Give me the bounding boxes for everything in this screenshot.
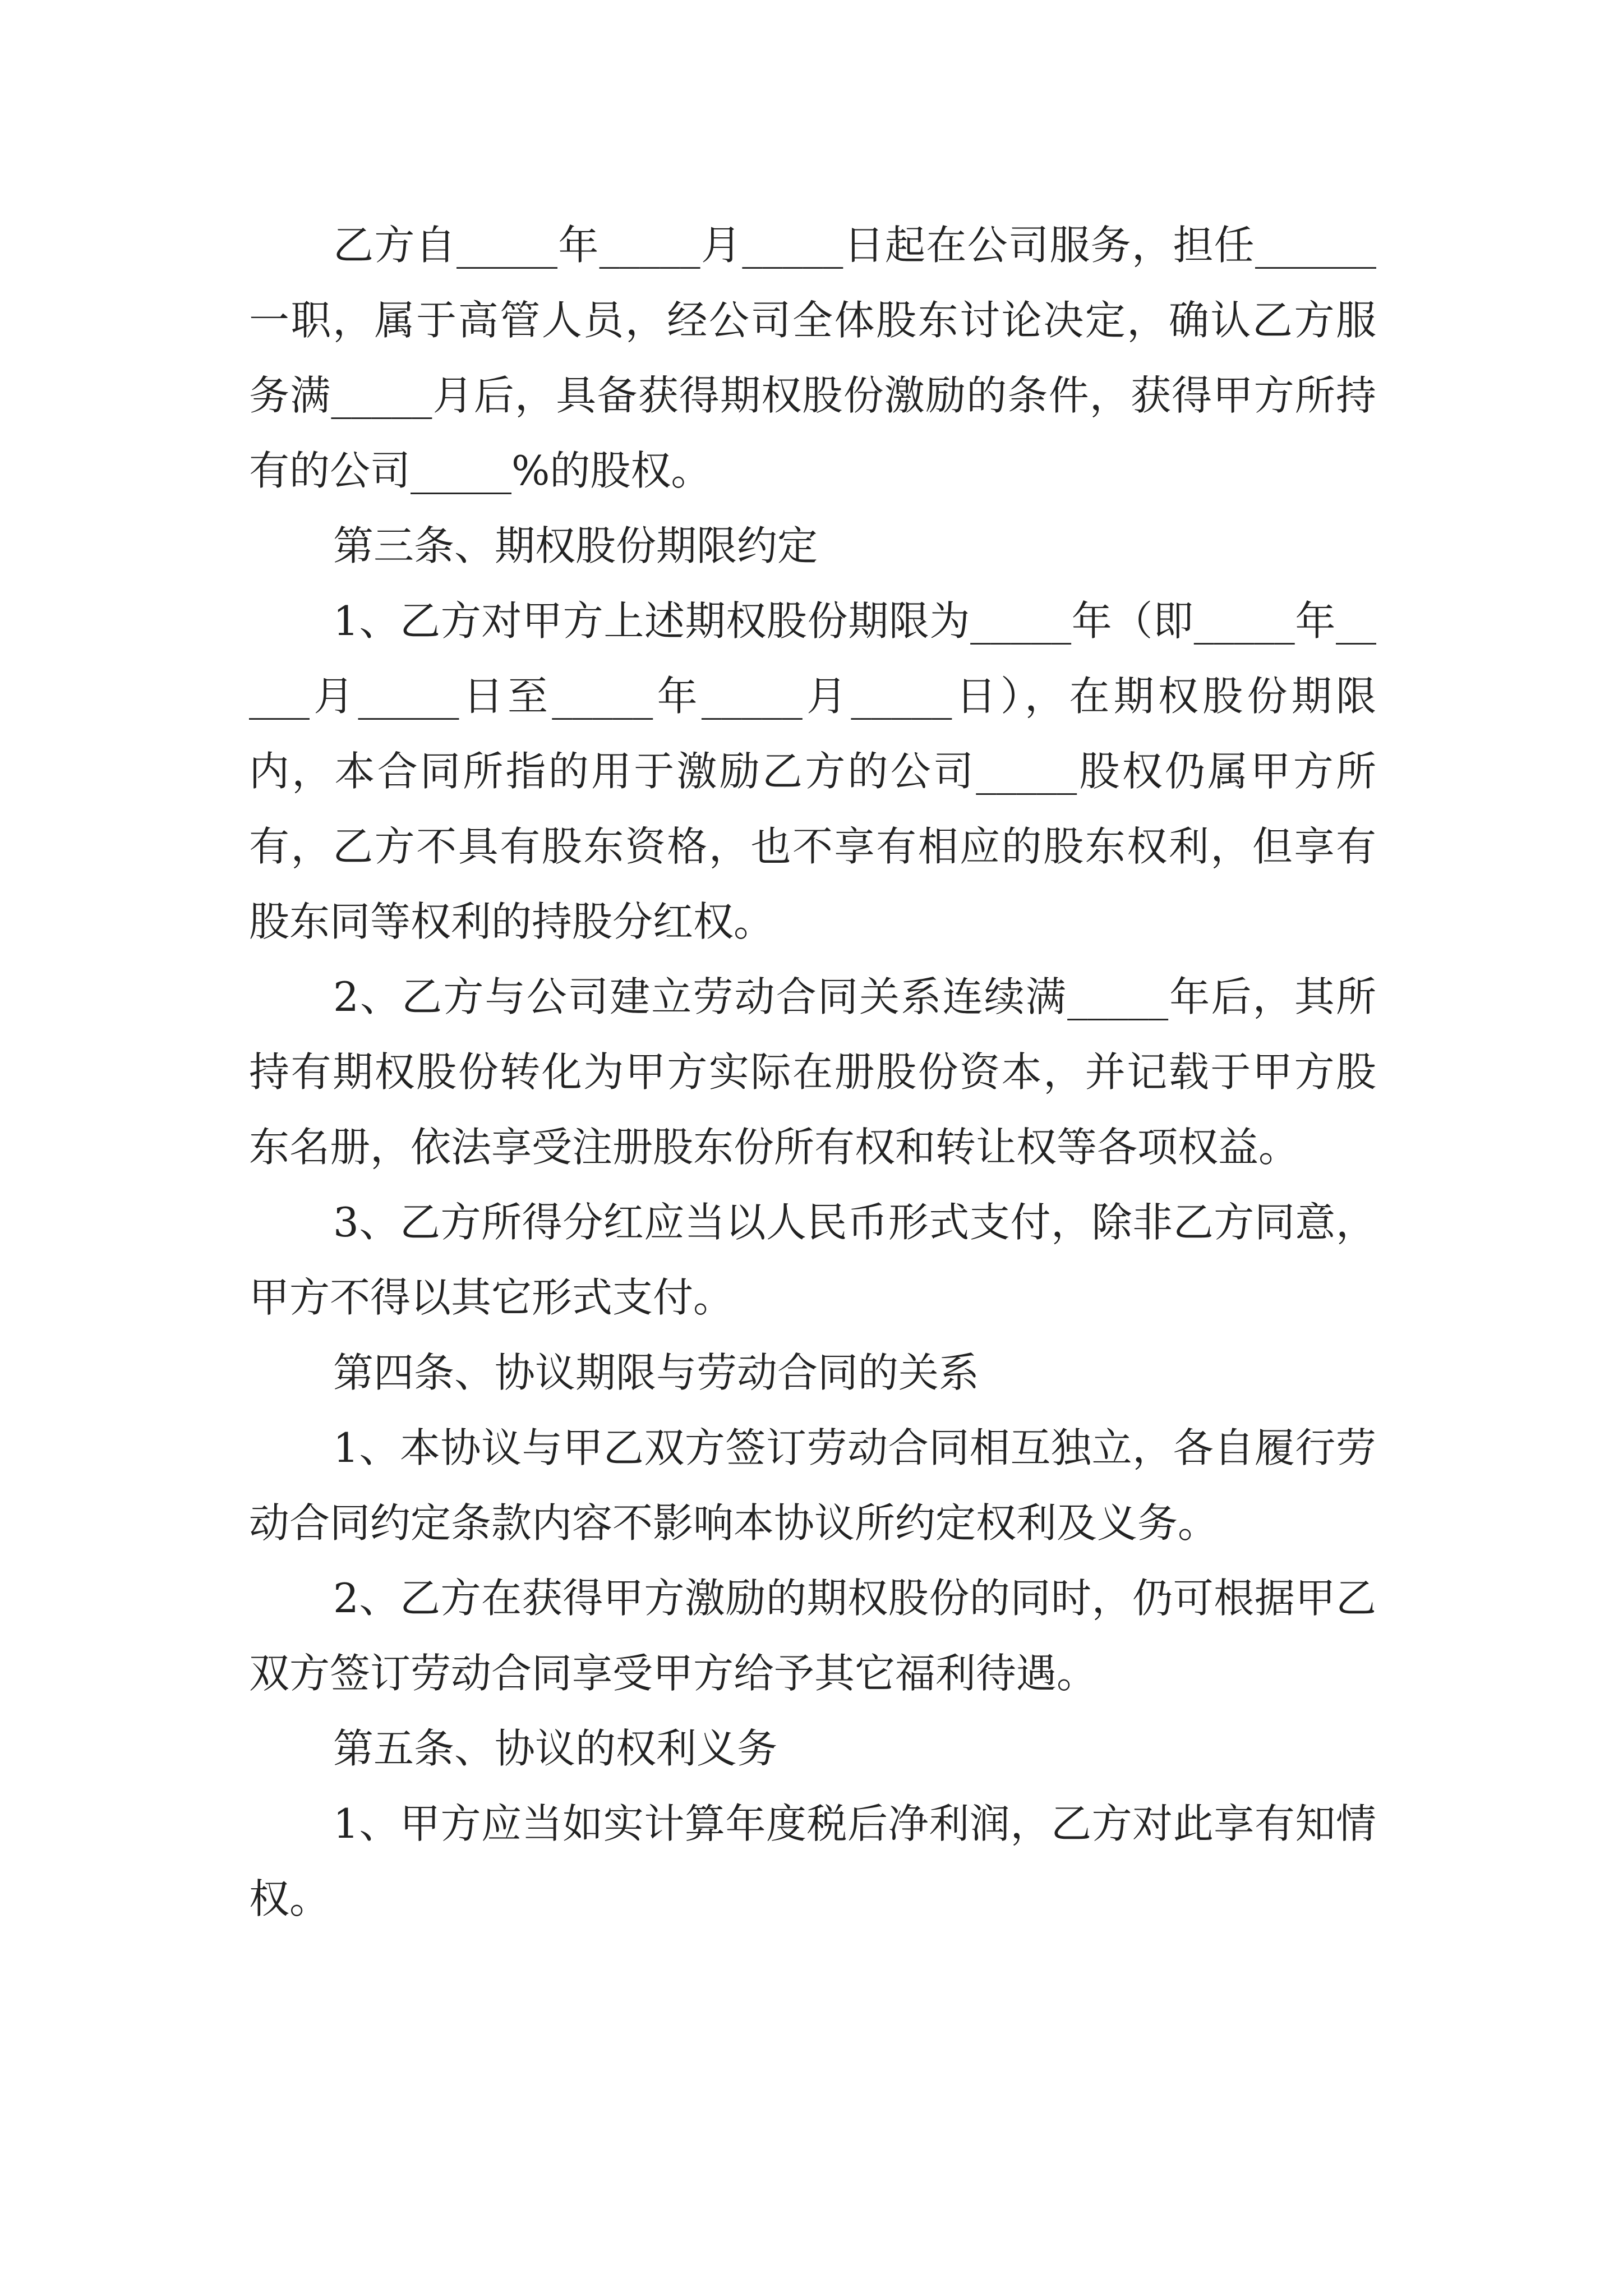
paragraph-article-5-clause-1: 1、甲方应当如实计算年度税后净利润，乙方对此享有知情权。 bbox=[249, 1800, 1376, 1922]
paragraph-article-3-clause-1: 1、乙方对甲方上述期权股份期限为_____年（即_____年_____月_____日至_____年_____月_____日），在期权股份期限内，本合同所指的用于激励乙方的公司_____股权仍属甲方所有，乙方不具有股东资格，也不享有相应的股东权利，但享有股东同等权利的持股分红权。 bbox=[249, 597, 1376, 945]
paragraph-article-4-clause-1: 1、本协议与甲乙双方签订劳动合同相互独立，各自履行劳动合同约定条款内容不影响本协议所约定权利及义务。 bbox=[249, 1424, 1376, 1547]
paragraph-article-3-clause-2: 2、乙方与公司建立劳动合同关系连续满_____年后，其所持有期权股份转化为甲方实际在册股份资本，并记载于甲方股东名册，依法享受注册股东份所有权和转让权等各项权益。 bbox=[249, 973, 1376, 1171]
section-heading-article-4: 第四条、协议期限与劳动合同的关系 bbox=[333, 1349, 980, 1396]
section-heading-article-3: 第三条、期权股份期限约定 bbox=[333, 522, 818, 569]
section-heading-article-5: 第五条、协议的权利义务 bbox=[333, 1725, 778, 1772]
document-body bbox=[249, 208, 1376, 1936]
paragraph-article-3-clause-3: 3、乙方所得分红应当以人民币形式支付，除非乙方同意，甲方不得以其它形式支付。 bbox=[249, 1199, 1376, 1321]
paragraph-service-term: 乙方自_____年_____月_____日起在公司服务，担任______一职，属于高管人员，经公司全体股东讨论决定，确认乙方服务满_____月后，具备获得期权股份激励的条件，获得甲方所持有的公司_____%的股权。 bbox=[249, 222, 1376, 494]
paragraph-article-4-clause-2: 2、乙方在获得甲方激励的期权股份的同时，仍可根据甲乙双方签订劳动合同享受甲方给予其它福利待遇。 bbox=[249, 1575, 1376, 1697]
